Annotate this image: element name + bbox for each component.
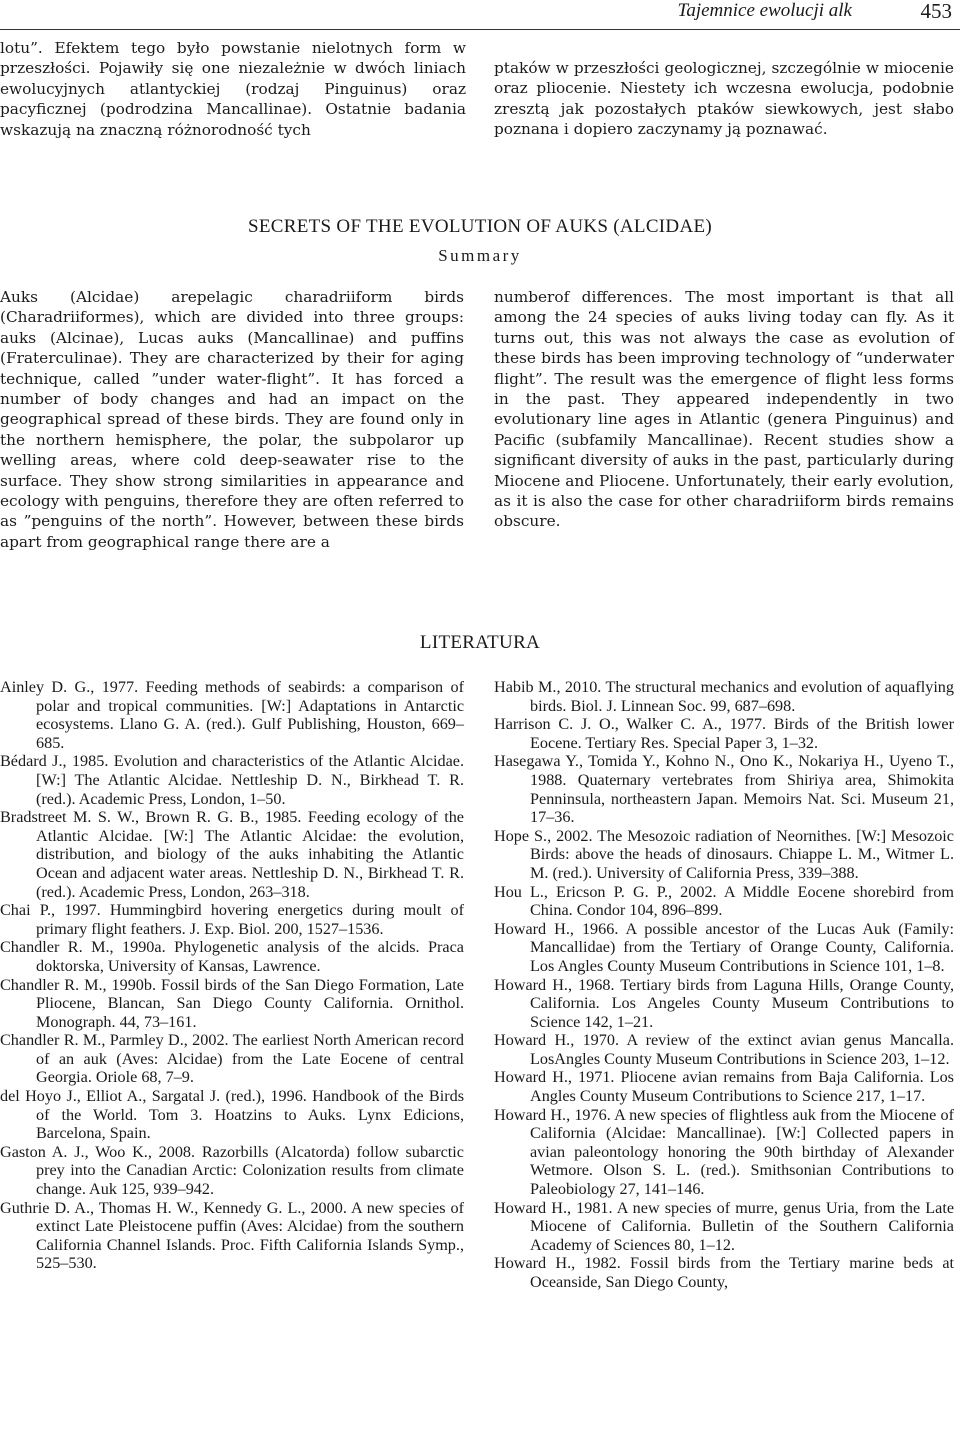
summary-paragraph-left: Auks (Alcidae) arepelagic charadriiform birds (Charadriiformes), which are divided into three groups: auks (Alcinae), Lucas auks (Mancallinae) and puffins (Fraterculinae). They are characterized by their for aging technique, called ”under water-flight”. It has forced a number of body changes and had an impact on the geographical spread of these birds. They are found only in the northern hemisphere, the polar, the subpolaror up welling areas, where cold deep-seawater rise to the surface. They show strong similarities in appearance and ecology with penguins, therefore they are often referred to as ”penguins of the north”. However, between these birds apart from geographical range there are a: [0, 288, 464, 551]
running-title: Tajemnice ewolucji alk: [677, 0, 852, 21]
page-header: [0, 0, 960, 28]
summary-title: SECRETS OF THE EVOLUTION OF AUKS (ALCIDAE): [247, 216, 713, 237]
reference-entry: Howard H., 1976. A new species of flightless auk from the Miocene of California (Alcidae: Mancallinae). [W:] Collected papers in avian paleontology honoring the 90th birthday of Alexander Wetmore. Olson S. L. (red.). Smithsonian Contributions to Paleobiology 27, 141–146.: [494, 1105, 954, 1199]
reference-entry: Bradstreet M. S. W., Brown R. G. B., 1985. Feeding ecology of the Atlantic Alcidae. [W:] The Atlantic Alcidae: the evolution, distribution, and biology of the auks inhabiting the Atlantic Ocean and adjacent water areas. Nettleship D. N., Birkhead T. R. (red.). Academic Press, London, 263–318.: [0, 808, 464, 901]
reference-entry: Howard H., 1966. A possible ancestor of the Lucas Auk (Family: Mancallidae) from the Tertiary of Orange County, California. Los Angles County Museum Contributions in Science 101, 1–8.: [494, 919, 954, 975]
reference-entry: Bédard J., 1985. Evolution and characteristics of the Atlantic Alcidae. [W:] The Atlantic Alcidae. Nettleship D. N., Birkhead T. R. (red.). Academic Press, London, 1–50.: [0, 752, 464, 808]
reference-entry: Hope S., 2002. The Mesozoic radiation of Neornithes. [W:] Mesozoic Birds: above the heads of dinosaurs. Chiappe L. M., Witmer L. M. (red.). University of California Press, 339–388.: [494, 826, 954, 882]
page-number: 453: [920, 0, 952, 23]
summary-left-column: [0, 287, 464, 552]
reference-entry: Howard H., 1982. Fossil birds from the Tertiary marine beds at Oceanside, San Diego County,: [494, 1254, 954, 1291]
summary-paragraph-right: numberof differences. The most important is that all among the 24 species of auks living today can fly. As it turns out, this was not always the case as evolution of these birds has been improving technology of “underwater flight”. The result was the emergence of flight less forms in the past. They appeared independently in two evolutionary line ages in Atlantic (genera Pinguinus) and Pacific (subfamily Mancallinae). Recent studies show a significant diversity of auks in the past, particularly during Miocene and Pliocene. Unfortunately, their early evolution, as it is also the case for other charadriiform birds remains obscure.: [494, 288, 954, 531]
header-rule: [0, 29, 960, 30]
reference-entry: Chandler R. M., 1990b. Fossil birds of the San Diego Formation, Late Pliocene, Blancan, San Diego County California. Ornithol. Monograph. 44, 73–161.: [0, 975, 464, 1031]
reference-entry: Hou L., Ericson P. G. P., 2002. A Middle Eocene shorebird from China. Condor 104, 896–899.: [494, 882, 954, 920]
polish-text-right-column: [494, 58, 954, 140]
reference-entry: Guthrie D. A., Thomas H. W., Kennedy G. L., 2000. A new species of extinct Late Pleistocene puffin (Aves: Alcidae) from the southern California Channel Islands. Proc. Fifth California Islands Symp., 525–530.: [0, 1198, 464, 1273]
polish-paragraph-right: ptaków w przeszłości geologicznej, szczególnie w miocenie oraz pliocenie. Niestety ich wczesna ewolucja, podobnie zresztą jak pozostałych ptaków siewkowych, jest słabo poznana i dopiero zaczynamy ją poznawać.: [494, 59, 954, 139]
reference-entry: Howard H., 1971. Pliocene avian remains from Baja California. Los Angles County Museum Contributions to Science 217, 1–17.: [494, 1068, 954, 1106]
polish-text-left-column: [0, 38, 466, 140]
literature-title: LITERATURA: [419, 632, 541, 653]
reference-entry: Chai P., 1997. Hummingbird hovering energetics during moult of primary flight feathers. J. Exp. Biol. 200, 1527–1536.: [0, 901, 464, 938]
reference-entry: Harrison C. J. O., Walker C. A., 1977. Birds of the British lower Eocene. Tertiary Res. Special Paper 3, 1–32.: [494, 715, 954, 752]
references-left-column: [0, 678, 464, 1273]
reference-entry: Gaston A. J., Woo K., 2008. Razorbills (Alcatorda) follow subarctic prey into the Canadian Arctic: Colonization results from climate change. Auk 125, 939–942.: [0, 1142, 464, 1199]
polish-paragraph-left: lotu”. Efektem tego było powstanie nielotnych form w przeszłości. Pojawiły się one niezależnie w dwóch liniach ewolucyjnych atlantyckiej (rodzaj Pinguinus) oraz pacyficznej (podrodzina Mancallinae). Ostatnie badania wskazują na znaczną różnorodność tych: [0, 39, 466, 139]
reference-entry: Habib M., 2010. The structural mechanics and evolution of aquaflying birds. Biol. J. Linnean Soc. 99, 687–698.: [494, 678, 954, 715]
reference-entry: Howard H., 1968. Tertiary birds from Laguna Hills, Orange County, California. Los Angeles County Museum Contributions to Science 142, 1–21.: [494, 975, 954, 1031]
summary-subtitle: Summary: [438, 246, 522, 265]
reference-entry: Chandler R. M., Parmley D., 2002. The earliest North American record of an auk (Aves: Alcidae) from the Late Eocene of central Georgia. Oriole 68, 7–9.: [0, 1031, 464, 1087]
references-right-column: [494, 678, 954, 1292]
reference-entry: Howard H., 1970. A review of the extinct avian genus Mancalla. LosAngles County Museum Contributions in Science 203, 1–12.: [494, 1031, 954, 1068]
reference-entry: Ainley D. G., 1977. Feeding methods of seabirds: a comparison of polar and tropical communities. [W:] Adaptations in Antarctic ecosystems. Llano G. A. (red.). Gulf Publishing, Houston, 669–685.: [0, 678, 464, 752]
reference-entry: del Hoyo J., Elliot A., Sargatal J. (red.), 1996. Handbook of the Birds of the World. Tom 3. Hoatzins to Auks. Lynx Edicions, Barcelona, Spain.: [0, 1087, 464, 1143]
reference-entry: Howard H., 1981. A new species of murre, genus Uria, from the Late Miocene of California. Bulletin of the Southern California Academy of Sciences 80, 1–12.: [494, 1198, 954, 1254]
reference-entry: Chandler R. M., 1990a. Phylogenetic analysis of the alcids. Praca doktorska, University of Kansas, Lawrence.: [0, 938, 464, 975]
summary-right-column: [494, 287, 954, 532]
reference-entry: Hasegawa Y., Tomida Y., Kohno N., Ono K., Nokariya H., Uyeno T., 1988. Quaternary vertebrates from Shiriya area, Shimokita Penninsula, northeastern Japan. Memoirs Nat. Sci. Museum 21, 17–36.: [494, 752, 954, 827]
